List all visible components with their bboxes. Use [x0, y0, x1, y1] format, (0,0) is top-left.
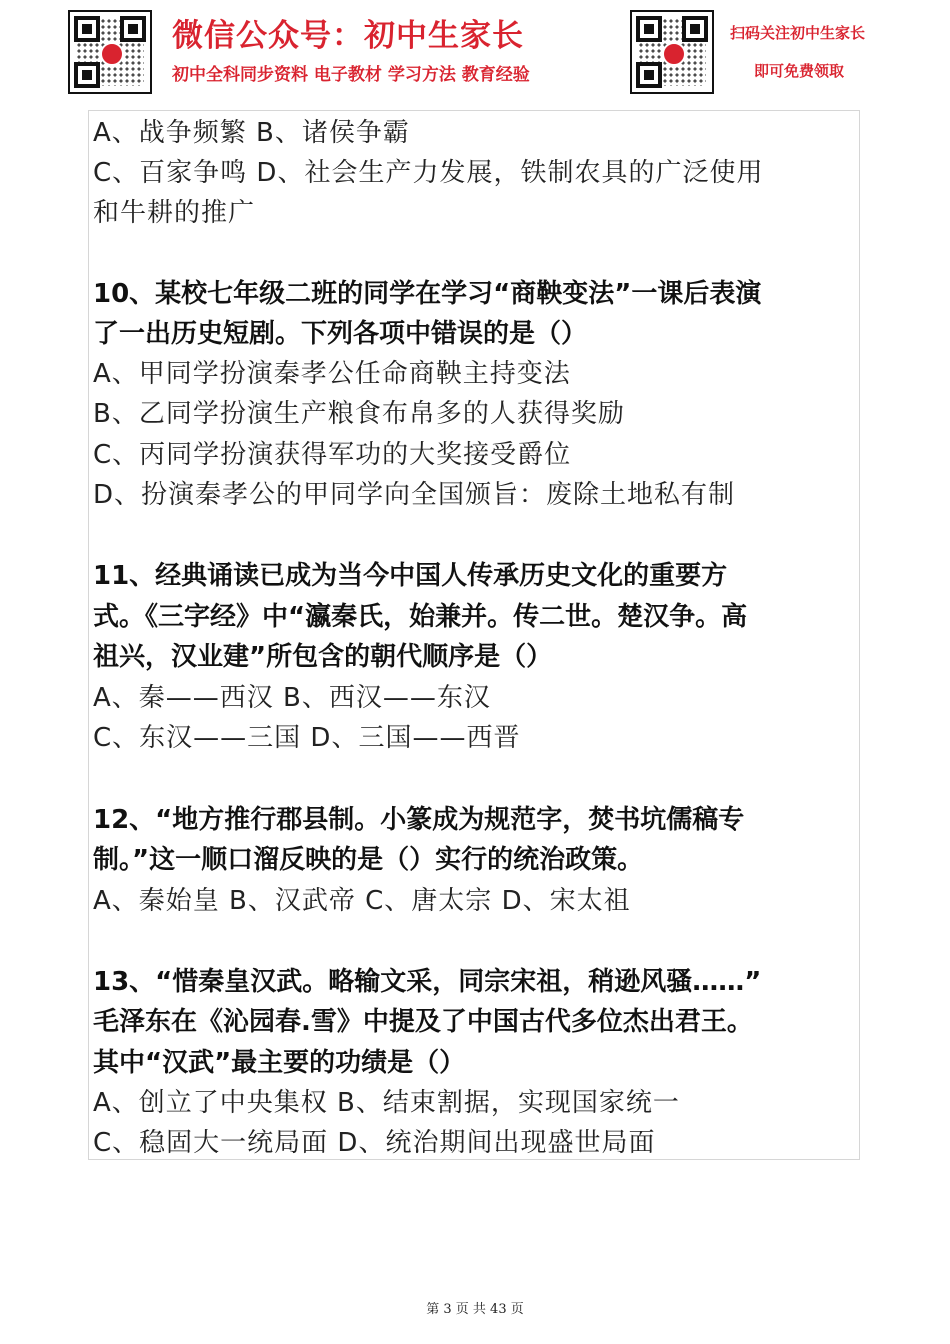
- answer-option-line: C、东汉——三国 D、三国——西晋: [93, 723, 521, 753]
- question-text-line: 13、“惜秦皇汉武。略输文采，同宗宋祖，稍逊风骚……”: [93, 967, 762, 997]
- page-header: [0, 0, 950, 100]
- qr-code-icon: [630, 10, 714, 94]
- question-text-line: 制。”这一顺口溜反映的是（）实行的统治政策。: [93, 845, 644, 875]
- qr-code-icon: [68, 10, 152, 94]
- answer-option-line: C、稳固大一统局面 D、统治期间出现盛世局面: [93, 1128, 656, 1158]
- answer-option-line: A、甲同学扮演秦孝公任命商鞅主持变法: [93, 359, 571, 389]
- answer-option-line: C、百家争鸣 D、社会生产力发展，铁制农具的广泛使用: [93, 158, 764, 188]
- question-text-line: 了一出历史短剧。下列各项中错误的是（）: [93, 319, 588, 349]
- answer-option-line: D、扮演秦孝公的甲同学向全国颁旨：废除土地私有制: [93, 480, 736, 510]
- page-number: 第 3 页 共 43 页: [426, 1302, 524, 1317]
- answer-option-line: B、乙同学扮演生产粮食布帛多的人获得奖励: [93, 399, 625, 429]
- question-text-line: 其中“汉武”最主要的功绩是（）: [93, 1048, 466, 1078]
- answer-option-line: A、秦始皇 B、汉武帝 C、唐太宗 D、宋太祖: [93, 886, 631, 916]
- question-text-line: 祖兴，汉业建”所包含的朝代顺序是（）: [93, 642, 553, 672]
- question-text-line: 12、“地方推行郡县制。小篆成为规范字，焚书坑儒稿专: [93, 805, 745, 835]
- question-text-line: 10、某校七年级二班的同学在学习“商鞅变法”一课后表演: [93, 279, 762, 309]
- header-title: 微信公众号：初中生家长: [172, 18, 524, 54]
- answer-option-line: 和牛耕的推广: [93, 198, 256, 228]
- scan-benefit: 即可免费领取: [754, 62, 845, 80]
- scan-instruction: 扫码关注初中生家长: [730, 24, 866, 42]
- header-subtitle: 初中全科同步资料 电子教材 学习方法 教育经验: [172, 65, 530, 85]
- answer-option-line: A、秦——西汉 B、西汉——东汉: [93, 683, 491, 713]
- answer-option-line: A、创立了中央集权 B、结束割据，实现国家统一: [93, 1088, 680, 1118]
- question-content: [88, 110, 860, 1160]
- question-text-line: 11、经典诵读已成为当今中国人传承历史文化的重要方: [93, 561, 728, 591]
- question-text-line: 式。《三字经》中“瀛秦氏，始兼并。传二世。楚汉争。高: [93, 602, 748, 632]
- answer-option-line: C、丙同学扮演获得军功的大奖接受爵位: [93, 440, 572, 470]
- question-text-line: 毛泽东在《沁园春.雪》中提及了中国古代多位杰出君王。: [93, 1007, 753, 1037]
- answer-option-line: A、战争频繁 B、诸侯争霸: [93, 118, 410, 148]
